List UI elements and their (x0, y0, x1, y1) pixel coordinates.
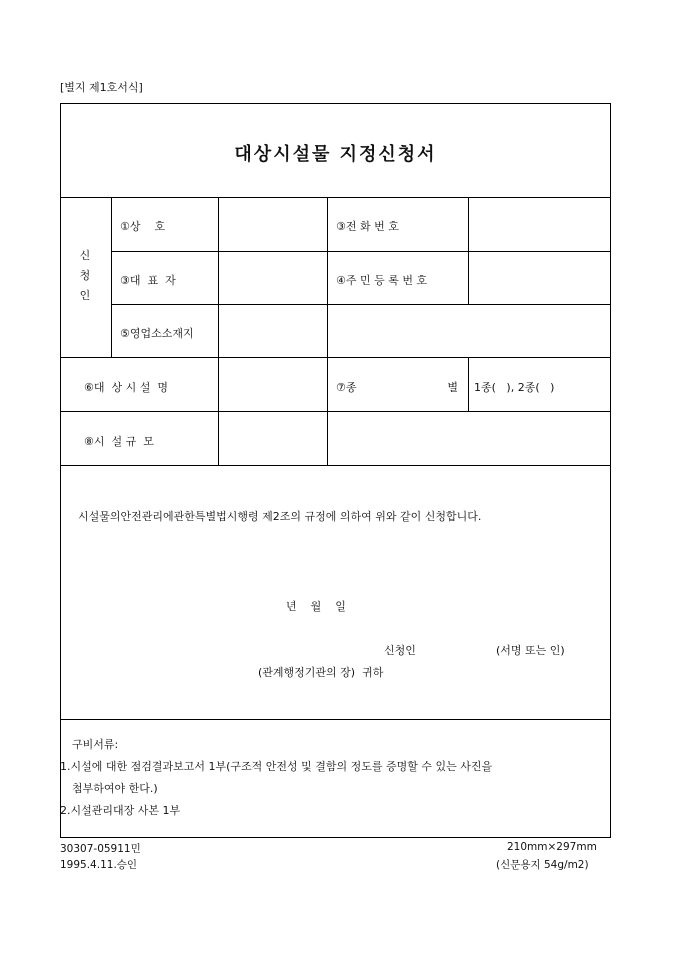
form-code: 30307-05911민 (60, 843, 141, 855)
type-value-divider (468, 357, 469, 411)
representative-field[interactable] (222, 256, 324, 301)
label-value-divider (218, 197, 219, 465)
statement-text: 시설물의안전관리에관한특별법시행령 제2조의 규정에 의하여 위와 같이 신청합니다. (78, 510, 482, 523)
applicant-char-3: 인 (79, 289, 91, 302)
row-divider-1 (111, 251, 611, 252)
recipient-line: (관계행정기관의 장) 귀하 (258, 666, 384, 679)
required-documents (60, 734, 608, 822)
row-divider-3 (60, 357, 611, 358)
facility-type-value[interactable]: 1종( ), 2종( ) (474, 381, 555, 394)
applicant-sign-label: 신청인 (384, 644, 416, 657)
phone-field[interactable] (472, 203, 608, 248)
applicant-char-1: 신 (79, 249, 91, 262)
document-item-2: 2.시설관리대장 사본 1부 (60, 804, 181, 817)
facility-name-field[interactable] (222, 362, 324, 407)
signature-label: (서명 또는 인) (496, 644, 565, 657)
applicant-char-2: 청 (79, 269, 91, 282)
facility-scale-field[interactable] (222, 416, 324, 461)
document-item-1: 1.시설에 대한 점검결과보고서 1부(구조적 안전성 및 결함의 정도를 증명할 수 있는 사진을 (60, 760, 493, 773)
trade-name-field[interactable] (222, 203, 324, 248)
trade-name-label: ①상 호 (120, 220, 166, 233)
facility-name-label: ⑥대 상 시 설 명 (84, 381, 168, 394)
representative-label: ③대 표 자 (120, 274, 176, 287)
row-divider-4 (60, 411, 611, 412)
facility-type-label: ⑦종 별 (336, 381, 458, 394)
title-divider (60, 197, 611, 198)
paper-type: (신문용지 54g/m2) (496, 859, 589, 871)
form-title: 대상시설물 지정신청서 (234, 144, 437, 165)
row-divider-5 (60, 465, 611, 466)
approval-date: 1995.4.11.승인 (60, 859, 138, 871)
documents-heading: 구비서류: (72, 738, 119, 751)
facility-scale-label: ⑧시 설 규 모 (84, 435, 154, 448)
row-divider-2 (111, 304, 611, 305)
document-item-1-continued: 첨부하여야 한다.) (72, 782, 158, 795)
office-address-label: ⑤영업소소재지 (120, 327, 194, 340)
right-value-divider (468, 197, 469, 304)
applicant-group-label (75, 246, 95, 306)
applicant-group-divider (111, 197, 112, 357)
office-address-field[interactable] (222, 309, 608, 354)
resident-number-field[interactable] (472, 256, 608, 301)
resident-number-label: ④주 민 등 록 번 호 (336, 274, 428, 287)
phone-label: ③전 화 번 호 (336, 220, 399, 233)
row-divider-6 (60, 719, 611, 720)
form-number-label: [별지 제1호서식] (60, 81, 143, 94)
paper-size: 210mm×297mm (507, 841, 597, 853)
date-line: 년 월 일 (286, 600, 346, 613)
